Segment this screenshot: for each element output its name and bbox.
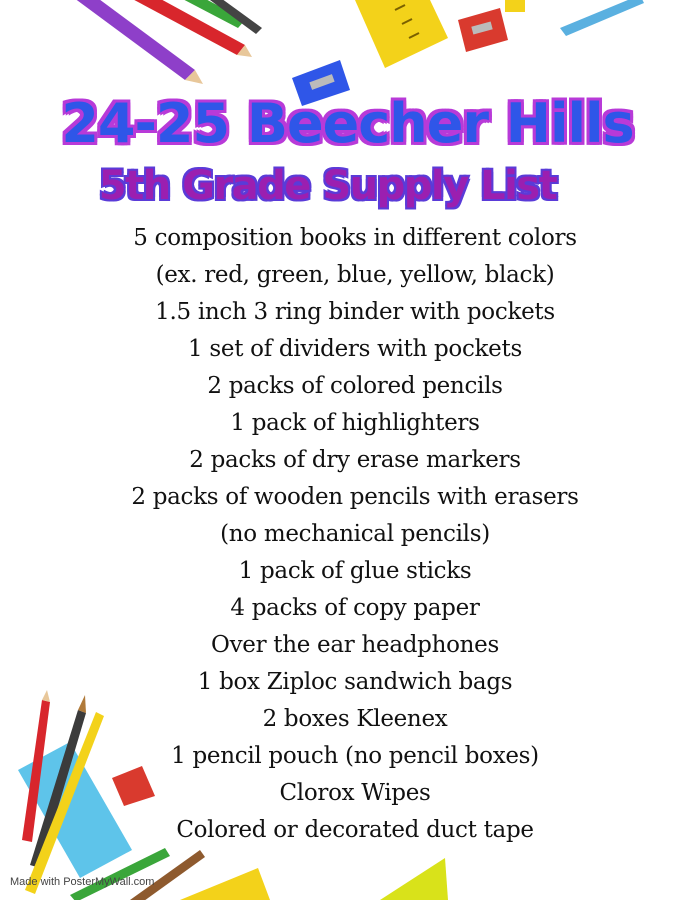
list-item: 1 box Ziploc sandwich bags	[197, 669, 513, 695]
list-item: 1 pack of highlighters	[230, 410, 480, 436]
poster-title: 24-25 Beecher Hills	[61, 92, 634, 155]
list-item: 2 packs of wooden pencils with erasers	[131, 484, 579, 510]
list-item: Over the ear headphones	[211, 632, 499, 658]
list-item: 2 packs of colored pencils	[207, 373, 503, 399]
sharpener-icon	[458, 8, 508, 52]
list-item: 2 packs of dry erase markers	[189, 447, 521, 473]
list-item: 1 pencil pouch (no pencil boxes)	[171, 743, 539, 769]
list-item: 1 pack of glue sticks	[238, 558, 472, 584]
pencil-icon	[560, 0, 644, 36]
ruler-icon	[180, 868, 270, 900]
list-item: Clorox Wipes	[279, 780, 431, 806]
list-item: (no mechanical pencils)	[220, 521, 490, 547]
watermark: Made with PosterMyWall.com	[10, 876, 155, 888]
list-item: (ex. red, green, blue, yellow, black)	[155, 262, 555, 288]
ruler-icon	[355, 0, 448, 68]
sharpener-icon	[112, 766, 155, 806]
ruler-icon	[505, 0, 525, 12]
bottom-decoration	[0, 690, 695, 900]
list-item: 2 boxes Kleenex	[262, 706, 448, 732]
list-item: 4 packs of copy paper	[230, 595, 480, 621]
poster-subtitle: 5th Grade Supply List	[98, 163, 557, 209]
list-item: Colored or decorated duct tape	[176, 817, 534, 843]
list-item: 1 set of dividers with pockets	[188, 336, 522, 362]
notebook-icon	[380, 858, 448, 900]
pencil-icon	[130, 850, 205, 900]
list-item: 5 composition books in different colors	[133, 225, 577, 251]
list-item: 1.5 inch 3 ring binder with pockets	[155, 299, 555, 325]
